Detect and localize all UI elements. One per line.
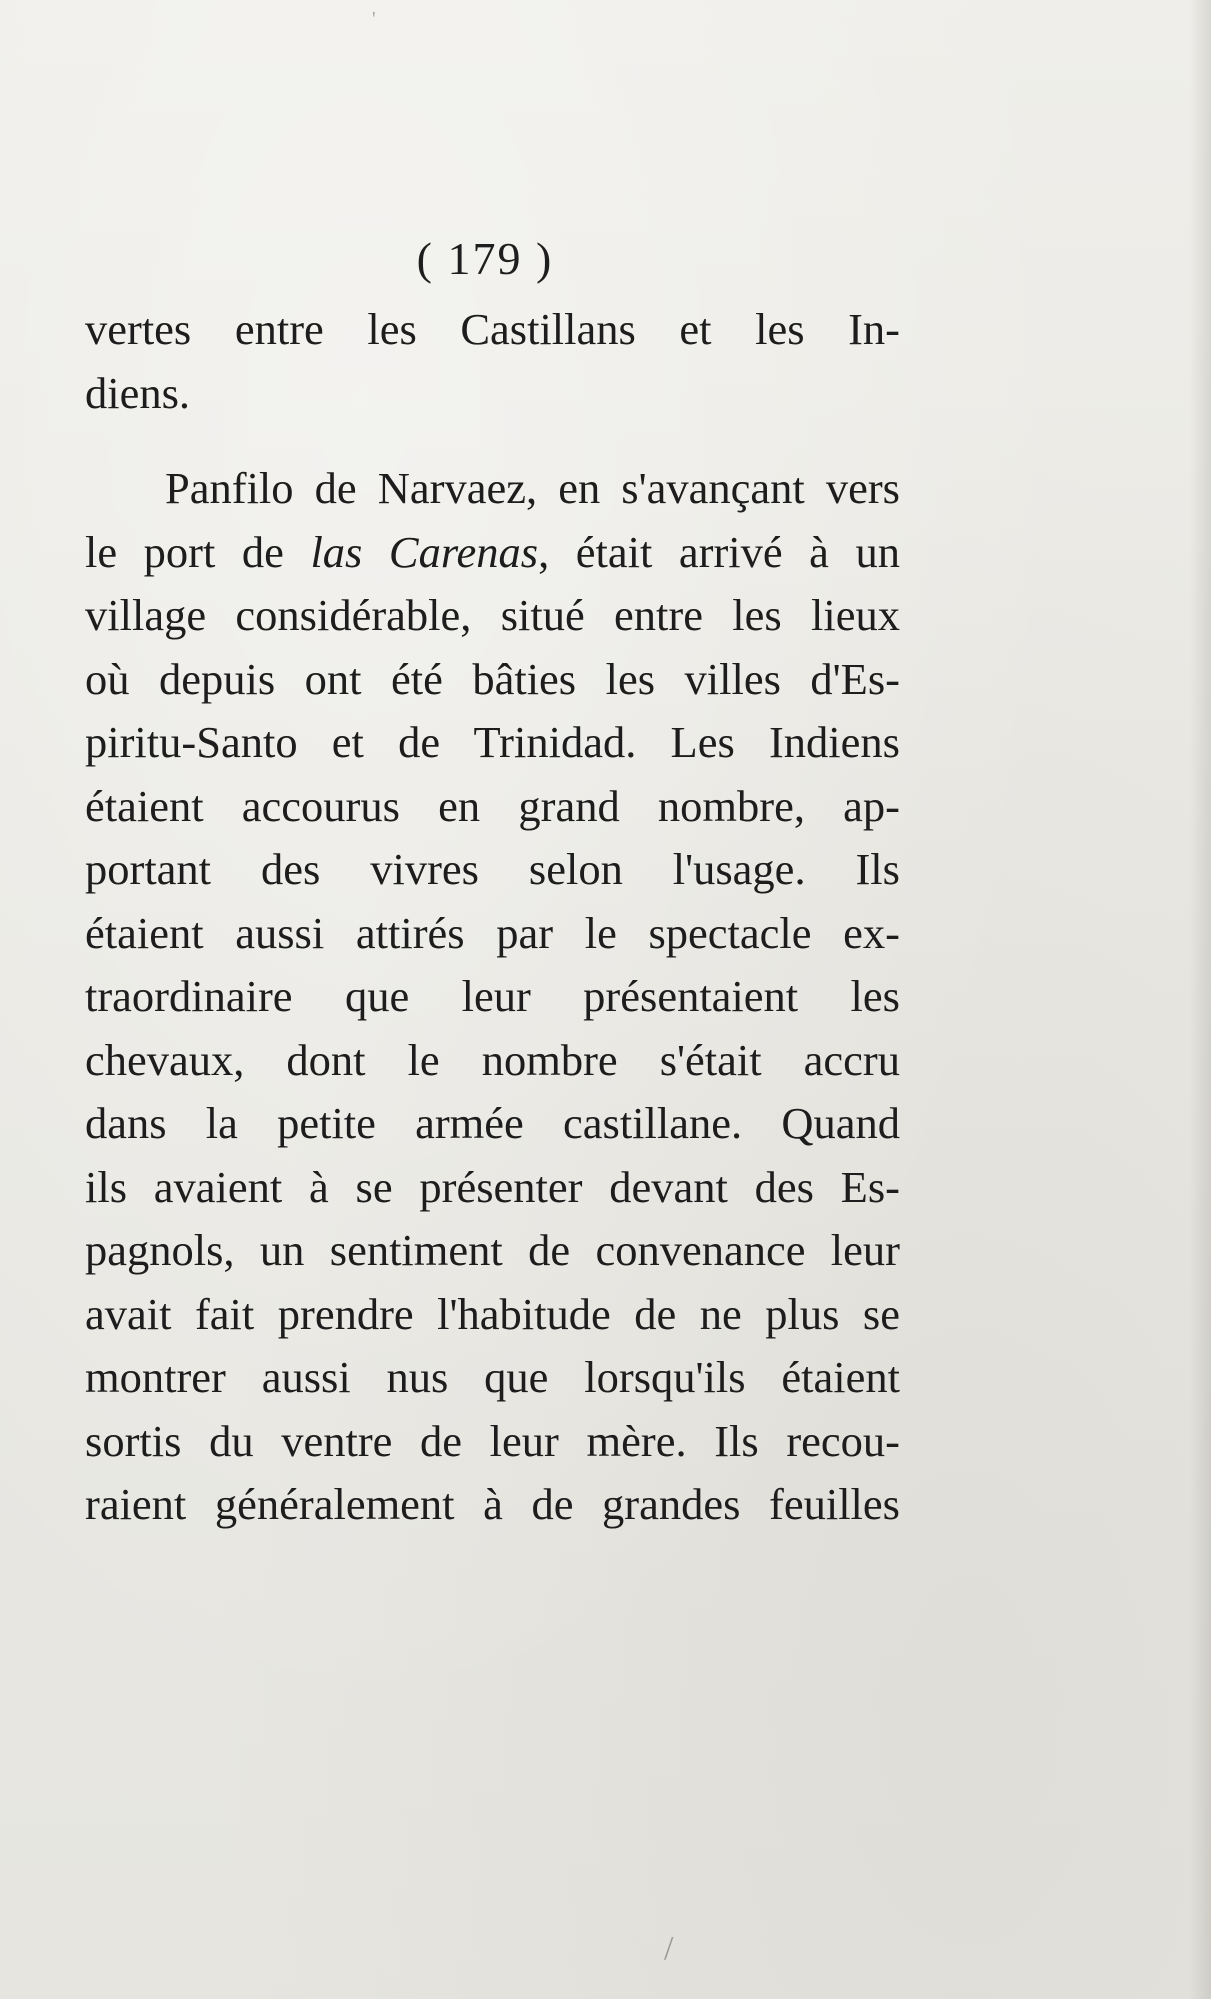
page-number: ( 179 ) xyxy=(416,233,554,284)
text-run: , était arrivé à un xyxy=(538,526,900,577)
text-line: montrer aussi nus que lorsqu'ils étaient xyxy=(85,1352,900,1402)
text-line: étaient accourus en grand nombre, ap- xyxy=(85,780,900,831)
paper-speck: ' xyxy=(372,8,376,30)
italic-place-name: las Carenas xyxy=(310,526,539,577)
paragraph-gap xyxy=(85,425,900,457)
text-line: raient généralement à de grandes feuilles xyxy=(85,1479,900,1529)
text-line: diens. xyxy=(85,367,191,418)
text-line: dans la petite armée castillane. Quand xyxy=(85,1098,900,1148)
text-line: vertes entre les Castillans et les In- xyxy=(85,304,900,354)
text-line: piritu-Santo et de Trinidad. Les Indiens xyxy=(85,717,900,767)
text-line: Panfilo de Narvaez, en s'avançant vers xyxy=(165,463,900,513)
text-line: étaient aussi attirés par le spectacle ex- xyxy=(85,907,900,958)
text-line-mixed xyxy=(85,521,900,585)
text-line: pagnols, un sentiment de convenance leur xyxy=(85,1225,900,1275)
text-line: ils avaient à se présenter devant des Es- xyxy=(85,1161,900,1212)
text-line: village considérable, situé entre les lieux xyxy=(85,590,900,640)
paper-speck: / xyxy=(664,1930,674,1967)
text-line: où depuis ont été bâties les villes d'Es- xyxy=(85,653,900,704)
text-line: portant des vivres selon l'usage. Ils xyxy=(85,844,900,894)
body-text xyxy=(85,298,900,1537)
text-run: le port de xyxy=(85,526,311,577)
page-edge-shadow xyxy=(1189,0,1211,1999)
text-line: sortis du ventre de leur mère. Ils recou- xyxy=(85,1415,900,1466)
text-line: avait fait prendre l'habitude de ne plus se xyxy=(85,1288,900,1339)
text-line: traordinaire que leur présentaient les xyxy=(85,971,900,1021)
text-line: chevaux, dont le nombre s'était accru xyxy=(85,1034,900,1085)
